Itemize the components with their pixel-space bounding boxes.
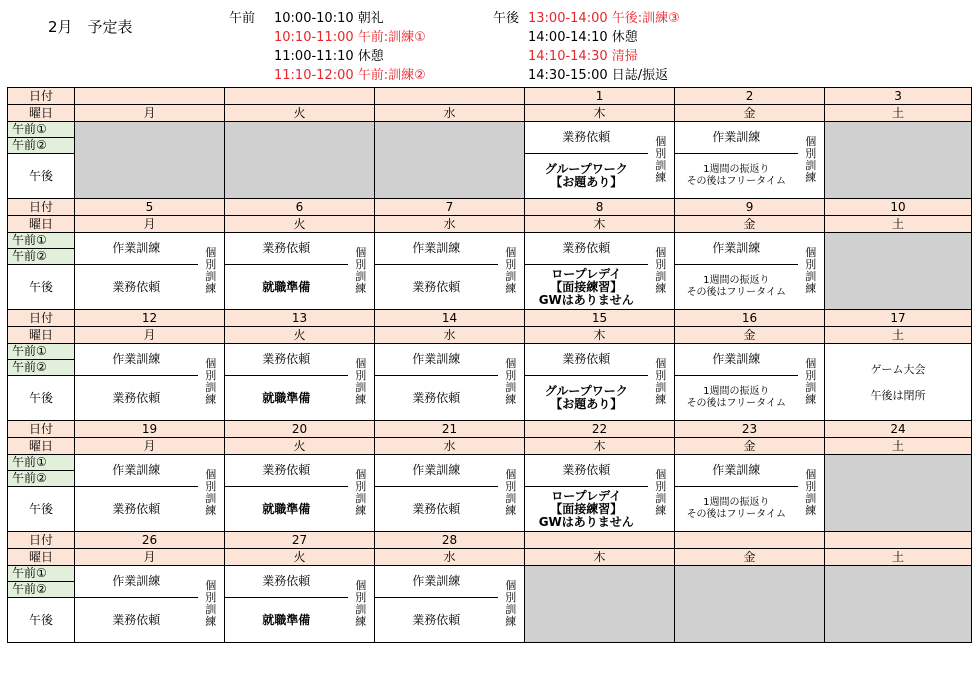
date-cell-text: 21 bbox=[441, 421, 458, 436]
weekday-cell-text: 火 bbox=[293, 438, 306, 453]
pm-activity-text: 就職準備 bbox=[262, 501, 311, 516]
am-schedule-row-4: 11:10-12:00 午前:訓練② bbox=[274, 68, 426, 83]
individual-training-label: 個 別 訓 練 bbox=[798, 455, 825, 532]
am-activity bbox=[375, 566, 498, 598]
am-activity bbox=[75, 566, 198, 598]
weekday-cell-text: 水 bbox=[443, 216, 456, 231]
am2-label bbox=[8, 249, 75, 265]
pm-schedule-row-3: 14:10-14:30 清掃 bbox=[528, 49, 638, 64]
pm-activity bbox=[675, 487, 798, 532]
pm-activity-text: ロープレデイ bbox=[551, 266, 622, 281]
weekday-cell-text: 月 bbox=[143, 105, 156, 120]
pm-activity bbox=[75, 376, 198, 421]
am-activity-text: 作業訓練 bbox=[412, 352, 461, 366]
am-activity bbox=[525, 233, 648, 265]
page-title: 2月 予定表 bbox=[48, 18, 133, 36]
pm-label-cell-text: 午後 bbox=[28, 168, 53, 183]
weekday-cell bbox=[375, 438, 525, 455]
weekday-cell-text: 木 bbox=[593, 327, 606, 342]
date-cell-text: 8 bbox=[595, 199, 604, 214]
weekday-cell-text: 火 bbox=[293, 216, 306, 231]
empty-cell bbox=[825, 455, 972, 532]
pm-activity-text: 業務依頼 bbox=[412, 612, 461, 627]
date-cell-text: 24 bbox=[890, 421, 906, 436]
date-label bbox=[8, 532, 75, 549]
am1-label-text: 午前① bbox=[12, 455, 47, 469]
weekday-cell bbox=[825, 216, 972, 233]
event-cell-text: ゲーム大会 bbox=[870, 362, 926, 376]
am-activity-text: 作業訓練 bbox=[712, 241, 761, 255]
weekday-cell bbox=[375, 216, 525, 233]
weekday-cell-text: 火 bbox=[293, 549, 306, 564]
pm-activity-text: 1週間の振返り bbox=[703, 497, 770, 508]
pm-activity-text: 1週間の振返り bbox=[703, 275, 770, 286]
individual-training-label: 個 別 訓 練 bbox=[798, 122, 825, 199]
pm-activity-text: 【お題あり】 bbox=[550, 175, 623, 189]
date-cell bbox=[225, 88, 375, 105]
date-cell-text: 27 bbox=[291, 532, 308, 547]
pm-activity bbox=[675, 265, 798, 310]
weekday-cell-text: 金 bbox=[743, 105, 756, 120]
date-cell bbox=[825, 199, 972, 216]
pm-activity bbox=[225, 487, 348, 532]
date-cell-text: 22 bbox=[591, 421, 608, 436]
weekday-label bbox=[8, 216, 75, 233]
weekday-cell bbox=[75, 549, 225, 566]
date-label-text: 日付 bbox=[28, 88, 53, 103]
date-label-text: 日付 bbox=[28, 421, 53, 436]
pm-activity bbox=[75, 598, 198, 643]
date-cell-text: 28 bbox=[441, 532, 458, 547]
date-cell-text: 6 bbox=[295, 199, 304, 214]
date-label-text: 日付 bbox=[28, 310, 53, 325]
individual-training-label: 個 別 訓 練 bbox=[348, 233, 375, 310]
pm-activity-text: グループワーク bbox=[544, 384, 628, 398]
pm-activity-text: その後はフリータイム bbox=[686, 509, 786, 520]
date-cell bbox=[675, 532, 825, 549]
am2-label bbox=[8, 138, 75, 154]
am-activity-text: 業務依頼 bbox=[562, 352, 611, 366]
weekday-label bbox=[8, 327, 75, 344]
individual-training-label: 個 別 訓 練 bbox=[198, 344, 225, 421]
weekday-cell-text: 火 bbox=[293, 105, 306, 120]
individual-training-label: 個 別 訓 練 bbox=[348, 344, 375, 421]
date-cell bbox=[225, 310, 375, 327]
am1-label bbox=[8, 566, 75, 582]
weekday-cell bbox=[675, 105, 825, 122]
date-cell bbox=[525, 88, 675, 105]
event-cell bbox=[825, 344, 972, 421]
individual-training-label: 個 別 訓 練 bbox=[348, 455, 375, 532]
date-cell-text: 5 bbox=[145, 199, 154, 214]
pm-activity-text: GWはありません bbox=[538, 292, 634, 307]
am-activity-text: 業務依頼 bbox=[562, 241, 611, 255]
weekday-cell-text: 木 bbox=[593, 105, 606, 120]
date-cell-text: 3 bbox=[894, 88, 902, 103]
weekday-cell bbox=[675, 549, 825, 566]
date-cell bbox=[225, 532, 375, 549]
date-cell bbox=[375, 532, 525, 549]
weekday-cell bbox=[675, 216, 825, 233]
individual-training-label: 個 別 訓 練 bbox=[198, 566, 225, 643]
am2-label bbox=[8, 582, 75, 598]
am-activity-text: 作業訓練 bbox=[412, 241, 461, 255]
individual-training-label: 個 別 訓 練 bbox=[498, 455, 525, 532]
date-cell-text: 15 bbox=[591, 310, 608, 325]
date-cell bbox=[525, 199, 675, 216]
date-cell-text: 10 bbox=[890, 199, 906, 214]
date-cell-text: 2 bbox=[745, 88, 754, 103]
pm-activity bbox=[375, 487, 498, 532]
weekday-cell bbox=[825, 438, 972, 455]
date-cell-text: 23 bbox=[741, 421, 758, 436]
date-cell-text: 16 bbox=[741, 310, 758, 325]
pm-activity-text: 【面接練習】 bbox=[550, 279, 623, 294]
pm-activity bbox=[525, 487, 648, 532]
individual-training-label: 個 別 訓 練 bbox=[498, 566, 525, 643]
pm-label-cell-text: 午後 bbox=[28, 279, 53, 294]
pm-activity-text: 業務依頼 bbox=[412, 501, 461, 516]
date-cell-text: 19 bbox=[141, 421, 158, 436]
am1-label bbox=[8, 455, 75, 471]
am-activity-text: 作業訓練 bbox=[712, 130, 761, 144]
am2-label-text: 午前② bbox=[12, 249, 47, 263]
pm-label: 午後 bbox=[493, 11, 520, 26]
am-activity bbox=[225, 455, 348, 487]
date-label-text: 日付 bbox=[28, 532, 53, 547]
date-cell bbox=[375, 421, 525, 438]
weekday-cell bbox=[525, 438, 675, 455]
weekday-cell bbox=[825, 327, 972, 344]
am-activity-text: 業務依頼 bbox=[262, 241, 311, 255]
am1-label-text: 午前① bbox=[12, 566, 47, 580]
am2-label-text: 午前② bbox=[12, 471, 47, 485]
weekday-cell-text: 金 bbox=[743, 549, 756, 564]
weekday-cell bbox=[375, 549, 525, 566]
weekday-cell-text: 月 bbox=[143, 216, 156, 231]
weekday-cell-text: 木 bbox=[593, 216, 606, 231]
pm-activity bbox=[225, 265, 348, 310]
pm-activity-text: 業務依頼 bbox=[112, 279, 161, 294]
individual-training-label: 個 別 訓 練 bbox=[648, 455, 675, 532]
date-cell bbox=[375, 88, 525, 105]
weekday-cell bbox=[825, 549, 972, 566]
date-cell bbox=[75, 199, 225, 216]
empty-cell bbox=[825, 233, 972, 310]
date-cell-text: 20 bbox=[291, 421, 308, 436]
weekday-cell-text: 月 bbox=[143, 327, 156, 342]
am-activity-text: 作業訓練 bbox=[412, 574, 461, 588]
weekday-cell bbox=[525, 105, 675, 122]
date-label bbox=[8, 310, 75, 327]
individual-training-label: 個 別 訓 練 bbox=[648, 344, 675, 421]
pm-label-cell bbox=[8, 154, 75, 199]
weekday-cell-text: 土 bbox=[892, 105, 905, 120]
pm-activity-text: 【面接練習】 bbox=[550, 501, 623, 516]
am2-label-text: 午前② bbox=[12, 582, 47, 596]
am2-label-text: 午前② bbox=[12, 138, 47, 152]
pm-activity bbox=[75, 265, 198, 310]
weekday-cell-text: 水 bbox=[443, 549, 456, 564]
pm-activity bbox=[375, 598, 498, 643]
weekday-cell bbox=[525, 549, 675, 566]
weekday-cell-text: 土 bbox=[892, 216, 905, 231]
weekday-cell bbox=[75, 438, 225, 455]
weekday-cell bbox=[375, 327, 525, 344]
weekday-cell bbox=[75, 216, 225, 233]
pm-activity-text: その後はフリータイム bbox=[686, 287, 786, 298]
pm-activity bbox=[675, 376, 798, 421]
am1-label bbox=[8, 233, 75, 249]
date-cell-text: 7 bbox=[445, 199, 454, 214]
weekday-cell bbox=[225, 216, 375, 233]
am-activity bbox=[225, 233, 348, 265]
am-activity-text: 業務依頼 bbox=[262, 352, 311, 366]
date-cell bbox=[75, 310, 225, 327]
pm-schedule-row-2: 14:00-14:10 休憩 bbox=[528, 30, 638, 45]
am-activity-text: 作業訓練 bbox=[112, 241, 161, 255]
pm-label-cell bbox=[8, 487, 75, 532]
pm-activity-text: グループワーク bbox=[544, 162, 628, 176]
am-activity-text: 作業訓練 bbox=[112, 574, 161, 588]
am-activity bbox=[525, 344, 648, 376]
individual-training-label: 個 別 訓 練 bbox=[498, 344, 525, 421]
am1-label bbox=[8, 344, 75, 360]
am-activity bbox=[75, 455, 198, 487]
am2-label bbox=[8, 360, 75, 376]
date-cell bbox=[675, 88, 825, 105]
am-activity bbox=[675, 344, 798, 376]
date-cell-text: 13 bbox=[291, 310, 308, 325]
date-label bbox=[8, 88, 75, 105]
individual-training-label: 個 別 訓 練 bbox=[798, 233, 825, 310]
am2-label-text: 午前② bbox=[12, 360, 47, 374]
weekday-cell bbox=[675, 438, 825, 455]
pm-activity bbox=[225, 598, 348, 643]
pm-activity-text: ロープレデイ bbox=[551, 488, 622, 503]
weekday-cell-text: 金 bbox=[743, 327, 756, 342]
individual-training-label: 個 別 訓 練 bbox=[798, 344, 825, 421]
empty-cell bbox=[825, 122, 972, 199]
weekday-cell-text: 土 bbox=[892, 549, 905, 564]
date-cell-text: 14 bbox=[441, 310, 458, 325]
weekday-cell-text: 土 bbox=[892, 438, 905, 453]
weekday-cell bbox=[225, 549, 375, 566]
am1-label-text: 午前① bbox=[12, 344, 47, 358]
individual-training-label: 個 別 訓 練 bbox=[198, 455, 225, 532]
am-activity bbox=[675, 455, 798, 487]
empty-cell bbox=[225, 122, 375, 199]
pm-activity bbox=[375, 265, 498, 310]
date-cell bbox=[525, 421, 675, 438]
schedule-table bbox=[7, 87, 972, 643]
weekday-cell bbox=[225, 327, 375, 344]
am-activity bbox=[375, 344, 498, 376]
weekday-cell-text: 木 bbox=[593, 438, 606, 453]
am-activity-text: 業務依頼 bbox=[562, 130, 611, 144]
weekday-label-text: 曜日 bbox=[28, 216, 53, 231]
pm-activity bbox=[525, 265, 648, 310]
pm-activity-text: 業務依頼 bbox=[412, 390, 461, 405]
weekday-cell bbox=[825, 105, 972, 122]
am1-label bbox=[8, 122, 75, 138]
weekday-label-text: 曜日 bbox=[28, 105, 53, 120]
individual-training-label: 個 別 訓 練 bbox=[498, 233, 525, 310]
pm-activity-text: 業務依頼 bbox=[112, 390, 161, 405]
date-cell-text: 1 bbox=[595, 88, 604, 103]
weekday-cell bbox=[225, 438, 375, 455]
empty-cell bbox=[75, 122, 225, 199]
weekday-label-text: 曜日 bbox=[28, 549, 53, 564]
date-cell bbox=[825, 532, 972, 549]
pm-label-cell bbox=[8, 265, 75, 310]
date-cell bbox=[75, 88, 225, 105]
weekday-cell bbox=[225, 105, 375, 122]
weekday-cell-text: 水 bbox=[443, 105, 456, 120]
am1-label-text: 午前① bbox=[12, 233, 47, 247]
weekday-cell-text: 火 bbox=[293, 327, 306, 342]
am-activity bbox=[225, 566, 348, 598]
pm-activity bbox=[525, 154, 648, 199]
pm-label-cell bbox=[8, 376, 75, 421]
weekday-cell-text: 水 bbox=[443, 327, 456, 342]
empty-cell bbox=[525, 566, 675, 643]
am-schedule-row-2: 10:10-11:00 午前:訓練① bbox=[274, 30, 426, 45]
weekday-cell bbox=[525, 216, 675, 233]
weekday-cell-text: 月 bbox=[143, 438, 156, 453]
weekday-label-text: 曜日 bbox=[28, 438, 53, 453]
date-cell bbox=[225, 199, 375, 216]
individual-training-label: 個 別 訓 練 bbox=[348, 566, 375, 643]
weekday-cell-text: 金 bbox=[743, 438, 756, 453]
weekday-cell bbox=[75, 327, 225, 344]
individual-training-label: 個 別 訓 練 bbox=[198, 233, 225, 310]
event-cell-text: 午後は閉所 bbox=[870, 388, 926, 402]
date-cell-text: 26 bbox=[141, 532, 158, 547]
weekday-cell bbox=[675, 327, 825, 344]
date-cell bbox=[75, 421, 225, 438]
pm-activity-text: 業務依頼 bbox=[412, 279, 461, 294]
individual-training-label: 個 別 訓 練 bbox=[648, 122, 675, 199]
pm-label-cell-text: 午後 bbox=[28, 390, 53, 405]
empty-cell bbox=[825, 566, 972, 643]
am-activity-text: 作業訓練 bbox=[712, 352, 761, 366]
pm-activity bbox=[675, 154, 798, 199]
date-cell bbox=[525, 532, 675, 549]
individual-training-label: 個 別 訓 練 bbox=[648, 233, 675, 310]
pm-activity-text: 1週間の振返り bbox=[703, 386, 770, 397]
pm-activity bbox=[75, 487, 198, 532]
date-cell bbox=[675, 199, 825, 216]
am-activity bbox=[75, 344, 198, 376]
am-activity bbox=[375, 233, 498, 265]
am-activity bbox=[525, 455, 648, 487]
am-label: 午前 bbox=[229, 11, 256, 26]
date-cell bbox=[825, 310, 972, 327]
date-cell bbox=[525, 310, 675, 327]
am-activity bbox=[675, 233, 798, 265]
pm-activity-text: その後はフリータイム bbox=[686, 176, 786, 187]
weekday-label bbox=[8, 549, 75, 566]
pm-schedule-row-1: 13:00-14:00 午後:訓練③ bbox=[528, 11, 680, 26]
am-activity bbox=[225, 344, 348, 376]
am-activity-text: 業務依頼 bbox=[562, 463, 611, 477]
am1-label-text: 午前① bbox=[12, 122, 47, 136]
am-activity bbox=[375, 455, 498, 487]
am-activity-text: 作業訓練 bbox=[412, 463, 461, 477]
empty-cell bbox=[375, 122, 525, 199]
date-cell-text: 12 bbox=[141, 310, 158, 325]
weekday-label bbox=[8, 438, 75, 455]
weekday-cell bbox=[525, 327, 675, 344]
date-label-text: 日付 bbox=[28, 199, 53, 214]
am-activity-text: 作業訓練 bbox=[712, 463, 761, 477]
weekday-cell-text: 金 bbox=[743, 216, 756, 231]
am-activity bbox=[525, 122, 648, 154]
weekday-cell-text: 月 bbox=[143, 549, 156, 564]
weekday-label-text: 曜日 bbox=[28, 327, 53, 342]
weekday-label bbox=[8, 105, 75, 122]
date-cell bbox=[75, 532, 225, 549]
pm-activity-text: 業務依頼 bbox=[112, 612, 161, 627]
pm-activity-text: 【お題あり】 bbox=[550, 397, 623, 411]
weekday-cell bbox=[375, 105, 525, 122]
date-cell bbox=[825, 88, 972, 105]
pm-activity-text: 就職準備 bbox=[262, 612, 311, 627]
date-cell-text: 9 bbox=[745, 199, 754, 214]
empty-cell bbox=[675, 566, 825, 643]
date-label bbox=[8, 421, 75, 438]
pm-activity-text: GWはありません bbox=[538, 514, 634, 529]
am-activity bbox=[75, 233, 198, 265]
weekday-cell-text: 木 bbox=[593, 549, 606, 564]
pm-schedule-row-4: 14:30-15:00 日誌/振返 bbox=[528, 68, 669, 83]
weekday-cell-text: 土 bbox=[892, 327, 905, 342]
am-activity-text: 業務依頼 bbox=[262, 463, 311, 477]
am-schedule-row-1: 10:00-10:10 朝礼 bbox=[274, 11, 384, 26]
pm-label-cell-text: 午後 bbox=[28, 501, 53, 516]
date-cell bbox=[225, 421, 375, 438]
pm-activity-text: 1週間の振返り bbox=[703, 164, 770, 175]
weekday-cell-text: 水 bbox=[443, 438, 456, 453]
am-schedule-row-3: 11:00-11:10 休憩 bbox=[274, 49, 384, 64]
pm-label-cell bbox=[8, 598, 75, 643]
date-cell bbox=[675, 421, 825, 438]
date-cell bbox=[675, 310, 825, 327]
date-cell bbox=[375, 310, 525, 327]
pm-activity-text: 就職準備 bbox=[262, 279, 311, 294]
pm-activity-text: 業務依頼 bbox=[112, 501, 161, 516]
date-cell-text: 17 bbox=[890, 310, 906, 325]
pm-activity-text: 就職準備 bbox=[262, 390, 311, 405]
pm-activity-text: その後はフリータイム bbox=[686, 398, 786, 409]
am-activity-text: 業務依頼 bbox=[262, 574, 311, 588]
am2-label bbox=[8, 471, 75, 487]
pm-activity bbox=[225, 376, 348, 421]
pm-activity bbox=[375, 376, 498, 421]
date-label bbox=[8, 199, 75, 216]
am-activity bbox=[675, 122, 798, 154]
am-activity-text: 作業訓練 bbox=[112, 352, 161, 366]
pm-label-cell-text: 午後 bbox=[28, 612, 53, 627]
date-cell bbox=[375, 199, 525, 216]
pm-activity bbox=[525, 376, 648, 421]
am-activity-text: 作業訓練 bbox=[112, 463, 161, 477]
weekday-cell bbox=[75, 105, 225, 122]
date-cell bbox=[825, 421, 972, 438]
